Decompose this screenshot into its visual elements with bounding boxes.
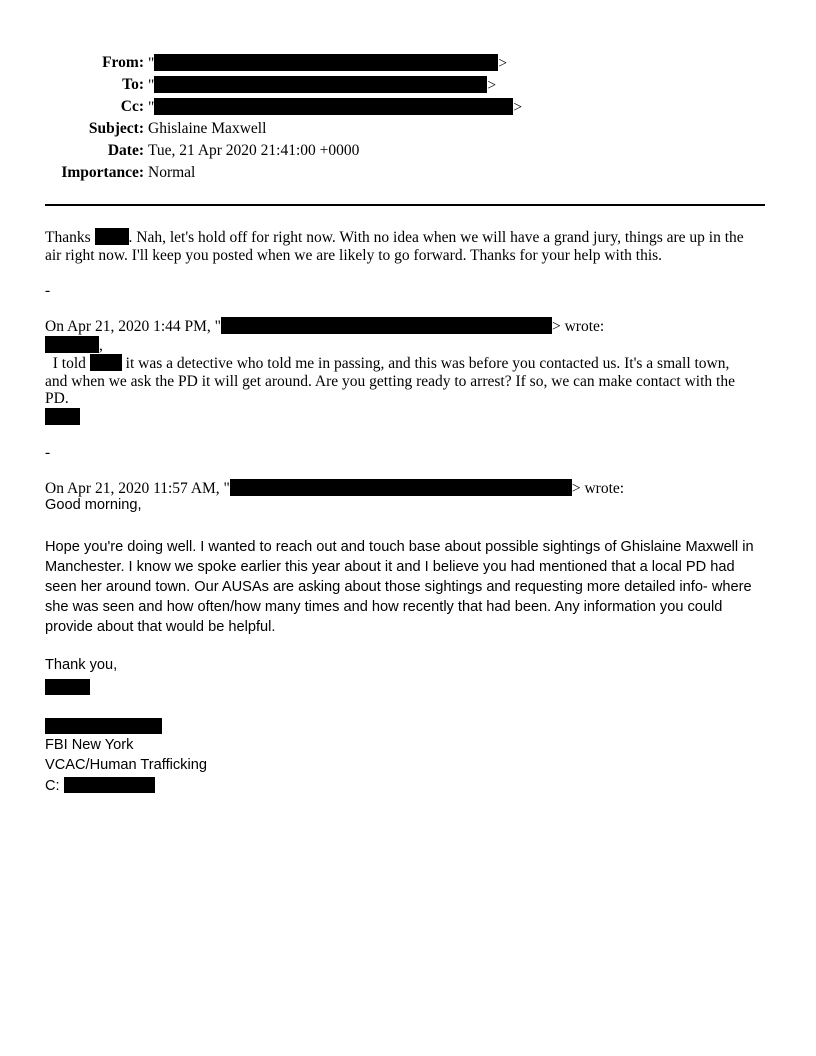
redaction-block xyxy=(45,336,99,353)
quote2-greeting: Good morning, xyxy=(45,497,142,513)
quote2-body-line: Manchester. I know we spoke earlier this year about it and I believe you had mentioned that a local PD had xyxy=(45,559,735,575)
redaction-block xyxy=(45,408,80,425)
subject-value: Ghislaine Maxwell xyxy=(148,120,267,137)
quote1-line-3: PD. xyxy=(45,390,69,407)
to-quote: " xyxy=(148,77,155,94)
quote2-body-line: Hope you're doing well. I wanted to reach out and touch base about possible sightings of Ghislaine Maxwell in xyxy=(45,539,754,555)
from-quote: " xyxy=(148,55,155,72)
redaction-block xyxy=(64,777,155,793)
quoted-message-1 xyxy=(45,317,773,426)
to-close: > xyxy=(487,77,497,94)
quote2-body-line: she was seen and how often/how many times and how recently that had been. Any information you could xyxy=(45,599,723,615)
quote2-body-line: seen her around town. Our AUSAs are asking about those sightings and requesting more detailed info- where xyxy=(45,579,752,595)
from-close: > xyxy=(498,55,508,72)
reply-line-1: Thanks . Nah, let's hold off for right now. With no idea when we will have a grand jury, things are up in the xyxy=(45,229,744,246)
signature-org: FBI New York xyxy=(45,737,134,753)
cc-value xyxy=(148,98,522,117)
redaction-block xyxy=(45,718,162,734)
redaction-block xyxy=(230,479,572,496)
quote2-body xyxy=(45,537,773,637)
signature-name-redaction xyxy=(45,718,162,735)
header-divider xyxy=(45,204,765,206)
from-value xyxy=(148,54,507,73)
from-label: From: xyxy=(102,54,144,71)
cc-close: > xyxy=(513,99,523,116)
quote1-signature xyxy=(45,408,773,427)
date-value: Tue, 21 Apr 2020 21:41:00 +0000 xyxy=(148,142,360,159)
separator-dash: - xyxy=(45,282,51,299)
quote2-body-line: provide about that would be helpful. xyxy=(45,619,276,635)
quote1-line-1: I told it was a detective who told me in passing, and this was before you contacted us. It's a small town, xyxy=(52,355,730,372)
quote2-intro-line: On Apr 21, 2020 11:57 AM, " > wrote: xyxy=(45,480,625,497)
to-value xyxy=(148,76,496,95)
date-label: Date: xyxy=(107,142,144,159)
reply-message xyxy=(45,228,773,264)
redaction-block xyxy=(45,679,90,695)
quote2-closing: Thank you, xyxy=(45,657,118,673)
signature-cell: C: xyxy=(45,777,155,794)
sender-name-redaction xyxy=(45,679,90,696)
redaction-block xyxy=(90,354,122,371)
to-label: To: xyxy=(122,76,144,93)
separator-dash: - xyxy=(45,444,51,461)
cc-label: Cc: xyxy=(120,98,144,115)
signature-unit: VCAC/Human Trafficking xyxy=(45,757,207,773)
cc-quote: " xyxy=(148,99,155,116)
reply-line-2: air right now. I'll keep you posted when we are likely to go forward. Thanks for your help with this. xyxy=(45,246,663,264)
redaction-block xyxy=(95,228,129,245)
redaction-block xyxy=(154,98,513,115)
redaction-block xyxy=(221,317,552,334)
quote1-salutation: , xyxy=(45,336,773,355)
redaction-block xyxy=(154,54,498,71)
redaction-block xyxy=(154,76,487,93)
importance-value: Normal xyxy=(148,164,196,181)
importance-label: Importance: xyxy=(61,164,144,181)
quote1-line-2: and when we ask the PD it will get around. Are you getting ready to arrest? If so, we can make contact with the xyxy=(45,372,735,390)
quote1-intro-line: On Apr 21, 2020 1:44 PM, " > wrote: xyxy=(45,318,605,335)
subject-label: Subject: xyxy=(88,120,144,137)
